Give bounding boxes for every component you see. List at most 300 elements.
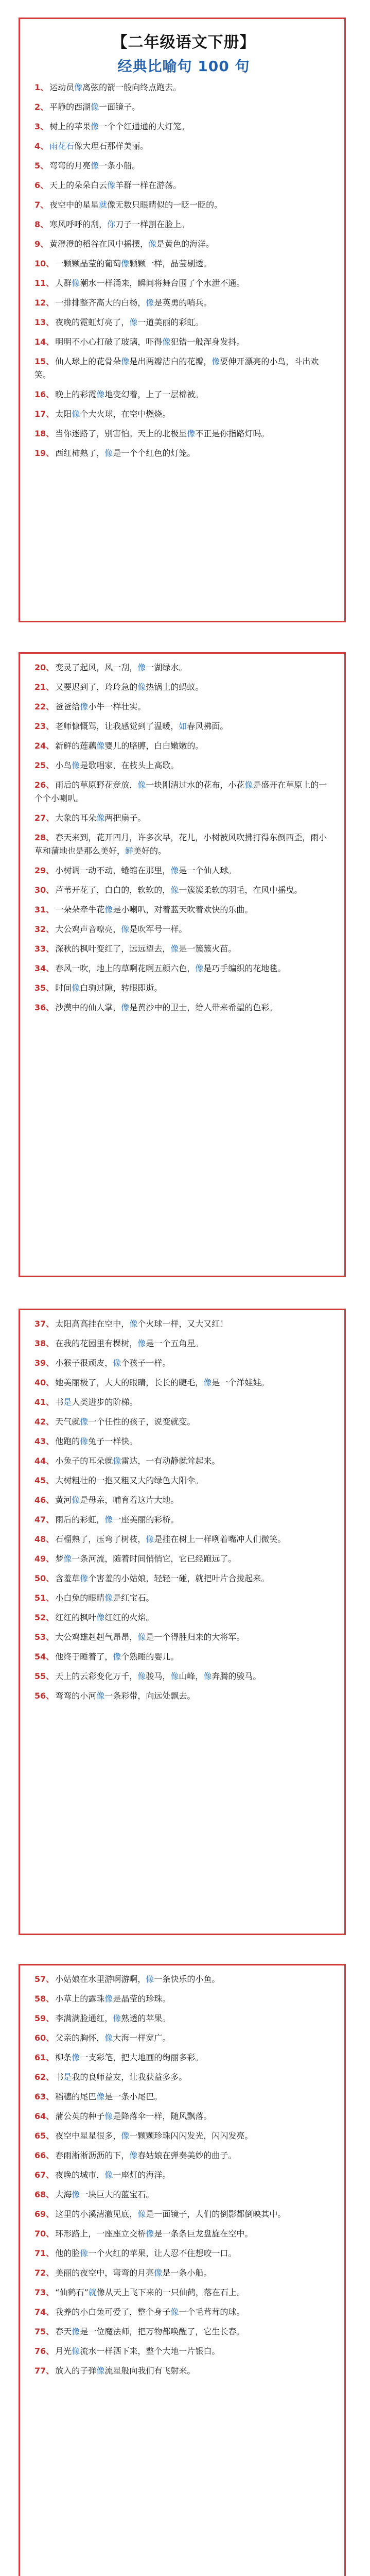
sentence-item [34, 778, 333, 805]
sentence-keyword: 像 [121, 259, 130, 268]
sentence-number: 68、 [34, 2190, 55, 2199]
sentence-number: 53、 [34, 1632, 55, 1642]
sentence-item [34, 1317, 333, 1331]
sentence-keyword: 像 [187, 429, 196, 438]
sentence-item [34, 962, 333, 975]
sentence-keyword: 像 [96, 2366, 105, 2376]
sentence-keyword: 像 [212, 357, 220, 366]
sentence-keyword: 像 [80, 702, 89, 711]
sentence-item [34, 100, 333, 114]
sentence-text: 柳条 [55, 2053, 72, 2062]
sentence-item [34, 1337, 333, 1350]
sentence-text: 一排排整齐高大的白杨， [55, 298, 146, 308]
sentence-keyword: 像 [137, 1338, 146, 1348]
sentence-number: 24、 [34, 741, 55, 751]
sentence-keyword: 像 [107, 180, 116, 190]
sentence-number: 7、 [34, 200, 49, 210]
sentence-number: 43、 [34, 1436, 55, 1446]
sentence-text: 像大理石那样美丽。 [74, 141, 149, 151]
sentence-item [34, 2227, 333, 2241]
sentence-text: 流星般向我们有飞射来。 [104, 2366, 196, 2376]
sentence-number: 70、 [34, 2229, 55, 2239]
sentence-number: 34、 [34, 963, 55, 973]
sentence-item [34, 81, 333, 94]
sentence-text: 放入的子弹 [55, 2366, 97, 2376]
sentence-text: 雷达，一有动静就耸起来。 [121, 1456, 220, 1466]
sentence-item [34, 296, 333, 310]
sentence-text: 个熟睡的婴儿。 [121, 1652, 179, 1662]
sentence-keyword: 像 [113, 1358, 121, 1368]
sentence-text: 流水一样洒下来，整个大地一片银白。 [80, 2346, 220, 2356]
sentence-keyword: 鲜 [125, 846, 134, 856]
sentence-number: 38、 [34, 1338, 55, 1348]
sentence-keyword: 像 [96, 741, 105, 751]
sentence-keyword: 像 [121, 924, 130, 934]
sentence-number: 49、 [34, 1554, 55, 1564]
sentence-item [34, 1396, 333, 1409]
sentence-item [34, 198, 333, 212]
sentence-text: 红红的火焰。 [104, 1613, 154, 1622]
sentence-item [34, 238, 333, 251]
sentence-list [34, 661, 333, 1014]
sentence-list [34, 1973, 333, 2378]
sentence-item [34, 2090, 333, 2104]
sentence-keyword: 像 [121, 357, 130, 366]
sentence-text: 爸爸给 [55, 702, 80, 711]
section-panel-3 [19, 1309, 346, 1935]
sentence-text: 李满满脸通红， [55, 2013, 113, 2023]
sentence-text: 是一位魔法师，把万物都唤醒了，它生长春。 [80, 2327, 245, 2336]
sentence-text: 小牛一样壮实。 [88, 702, 146, 711]
sentence-item [34, 759, 333, 772]
sentence-keyword: 像 [146, 1974, 154, 1984]
sentence-keyword: 像 [104, 2033, 113, 2043]
sentence-text: 个大火球，在空中燃烧。 [80, 409, 171, 419]
sentence-keyword: 像 [170, 885, 179, 895]
sentence-item [34, 1650, 333, 1664]
sentence-text: 人群 [55, 278, 72, 288]
sentence-number: 72、 [34, 2268, 55, 2278]
sentence-item [34, 831, 333, 858]
sentence-keyword: 像 [137, 1671, 146, 1681]
sentence-text: 是歌唱家，在枝头上高歌。 [80, 760, 179, 770]
sentence-text: 深秋的枫叶变红了，远远望去， [55, 944, 171, 954]
sentence-text: 黄澄澄的稻谷在风中摇摆， [49, 239, 149, 249]
sentence-keyword: 像 [113, 1456, 121, 1466]
sentence-text: 两把扇子。 [104, 813, 146, 823]
section-panel-2 [19, 652, 346, 1277]
sentence-item [34, 661, 333, 674]
sentence-keyword: 是 [63, 2072, 72, 2082]
sentence-keyword: 像 [129, 2150, 138, 2160]
sentence-keyword: 就 [88, 2287, 97, 2297]
sentence-keyword: 像 [72, 409, 80, 419]
sentence-number: 30、 [34, 885, 55, 895]
sentence-number: 75、 [34, 2327, 55, 2336]
sentence-text: 是黄沙中的卫士，给人带来希望的色彩。 [129, 1003, 278, 1012]
sentence-keyword: 像 [104, 1593, 113, 1603]
sentence-number: 22、 [34, 702, 55, 711]
sentence-keyword: 像 [154, 2268, 163, 2278]
sentence-text: 像无数只眼睛似的一眨一眨的。 [107, 200, 223, 210]
sentence-keyword: 像 [104, 2111, 113, 2121]
sentence-number: 35、 [34, 983, 55, 993]
sentence-keyword: 像 [146, 1534, 154, 1544]
sentence-list [34, 1317, 333, 1703]
sentence-text: 小鸟 [55, 760, 72, 770]
sentence-item [34, 388, 333, 401]
sentence-number: 63、 [34, 2092, 55, 2102]
sentence-text: 我养的小白兔可爱了，整个身子 [55, 2307, 171, 2317]
sentence-item [34, 1474, 333, 1487]
sentence-text: 环形路上，一座座立交桥 [55, 2229, 146, 2239]
sentence-text: 一个火红的苹果，让人忍不住想咬一口。 [88, 2248, 237, 2258]
sentence-text: 是挂在树上一样咧着嘴冲人们微笑。 [154, 1534, 286, 1544]
sentence-text: 春风拂面。 [187, 721, 228, 731]
sentence-text: 寒风呼呼的刮， [49, 219, 108, 229]
sentence-keyword: 像 [170, 2307, 179, 2317]
sentence-number: 74、 [34, 2307, 55, 2317]
sentence-number: 3、 [34, 122, 49, 131]
sentence-item [34, 257, 333, 270]
sentence-keyword: 像 [91, 161, 99, 171]
sentence-text: 月光 [55, 2346, 72, 2356]
sentence-keyword: 像 [80, 2248, 89, 2258]
sentence-keyword: 像 [63, 1554, 72, 1564]
sentence-text: 天上的朵朵白云 [49, 180, 108, 190]
sentence-text: 雨后的彩虹， [55, 1515, 105, 1524]
sentence-item [34, 1689, 333, 1703]
sentence-keyword: 像 [80, 1436, 89, 1446]
sentence-number: 45、 [34, 1476, 55, 1485]
sentence-text: 大公鸡雄赳赳气昂昂， [55, 1632, 138, 1642]
sentence-keyword: 像 [91, 122, 99, 131]
document-subtitle: 经典比喻句 100 句 [117, 58, 250, 75]
sentence-number: 9、 [34, 239, 49, 249]
sentence-text: 一湖绿水。 [146, 663, 187, 672]
sentence-list [34, 81, 333, 460]
sentence-number: 40、 [34, 1378, 55, 1387]
sentence-text: 太阳 [55, 409, 72, 419]
sentence-keyword: 像 [96, 389, 105, 399]
sentence-keyword: 像 [203, 1671, 212, 1681]
sentence-text: 大海 [55, 2190, 72, 2199]
sentence-number: 26、 [34, 780, 55, 790]
sentence-text: 一座美丽的彩桥。 [113, 1515, 179, 1524]
sentence-text: 像从天上飞下来的一只仙鹤，落在石上。 [96, 2287, 245, 2297]
sentence-text: 大海一样宽广。 [113, 2033, 171, 2043]
sentence-keyword: 像 [162, 337, 171, 347]
sentence-text: 老师慷慨骂，让我感觉到了温暖， [55, 721, 179, 731]
sentence-keyword: 像 [72, 278, 80, 288]
sentence-keyword: 像 [80, 1417, 89, 1427]
sentence-item [34, 2266, 333, 2280]
sentence-item [34, 2149, 333, 2162]
sentence-item [34, 316, 333, 329]
sentence-text: 一颗颗珍珠闪闪发光，闪闪发亮。 [129, 2131, 253, 2141]
sentence-keyword: 像 [121, 2131, 130, 2141]
sentence-text: 一道美丽的彩虹。 [137, 317, 204, 327]
sentence-text: 一簇簇柔软的羽毛，在风中摇曳。 [179, 885, 303, 895]
sentence-number: 12、 [34, 298, 55, 308]
sentence-text: 一座灯的海洋。 [113, 2170, 171, 2180]
sentence-keyword: 像 [113, 1652, 121, 1662]
sentence-text: 春天 [55, 2327, 72, 2336]
sentence-number: 76、 [34, 2346, 55, 2356]
sentence-number: 11、 [34, 278, 55, 288]
sentence-text: 蒲公英的种子 [55, 2111, 105, 2121]
sentence-number: 31、 [34, 905, 55, 914]
sentence-item [34, 1591, 333, 1605]
sentence-number: 69、 [34, 2209, 55, 2219]
sentence-keyword: 像 [244, 780, 253, 790]
sentence-item [34, 1435, 333, 1448]
sentence-item [34, 1611, 333, 1624]
sentence-text: 在我的花园里有棵树， [55, 1338, 138, 1348]
sentence-keyword: 像 [113, 2013, 121, 2023]
sentence-text: 一条小船。 [99, 161, 140, 171]
sentence-text: 一个任性的孩子，说变就变。 [88, 1417, 196, 1427]
sentence-text: 羊群一样在游荡。 [115, 180, 182, 190]
sentence-text: 骏马， [146, 1671, 171, 1681]
sentence-keyword: 像 [121, 1003, 130, 1012]
sentence-item [34, 1992, 333, 2006]
sentence-item [34, 1494, 333, 1507]
sentence-text: 奔腾的骏马。 [212, 1671, 261, 1681]
sentence-text: 红红的枫叶 [55, 1613, 97, 1622]
sentence-keyword: 像 [146, 298, 154, 308]
sentence-number: 33、 [34, 944, 55, 954]
sentence-keyword: 像 [137, 1632, 146, 1642]
section-panel-4 [19, 1964, 346, 2576]
sentence-number: 23、 [34, 721, 55, 731]
sentence-item [34, 981, 333, 995]
sentence-text: 雨后的草原野花竞放， [55, 780, 138, 790]
sentence-text: 石榴熟了，压弯了树枝， [55, 1534, 146, 1544]
sentence-text: 书 [55, 2072, 64, 2082]
sentence-item [34, 1415, 333, 1429]
sentence-item [34, 1454, 333, 1468]
sentence-text: 是一个个红色的灯笼。 [113, 448, 196, 458]
sentence-item [34, 427, 333, 440]
sentence-text: 是英勇的哨兵。 [154, 298, 212, 308]
sentence-keyword: 像 [129, 1319, 138, 1329]
sentence-number: 14、 [34, 337, 55, 347]
sentence-number: 2、 [34, 102, 49, 112]
sentence-item [34, 159, 333, 173]
sentence-keyword: 你 [107, 219, 116, 229]
sentence-item [34, 2208, 333, 2221]
sentence-text: “仙鹤石” [55, 2287, 89, 2297]
sentence-text: 当你迷路了，别害怕。天上的北极星 [55, 429, 187, 438]
sentence-number: 73、 [34, 2287, 55, 2297]
sentence-number: 39、 [34, 1358, 55, 1368]
sentence-item [34, 739, 333, 753]
sentence-text: 春雨淅淅沥沥的下， [55, 2150, 130, 2160]
sentence-keyword: 像 [104, 1515, 113, 1524]
sentence-text: 时间 [55, 983, 72, 993]
sentence-text: 刀子一样割在脸上。 [115, 219, 190, 229]
sentence-number: 15、 [34, 357, 55, 366]
sentence-number: 37、 [34, 1319, 55, 1329]
sentence-keyword: 像 [96, 1613, 105, 1622]
sentence-keyword: 像 [146, 2229, 154, 2239]
sentence-item [34, 1357, 333, 1370]
sentence-text: 运动员 [49, 82, 75, 92]
sentence-text: 一块巨大的蓝宝石。 [80, 2190, 154, 2199]
sentence-keyword: 像 [137, 780, 146, 790]
sentence-item [34, 1973, 333, 1986]
sentence-keyword: 像 [72, 760, 80, 770]
sentence-item [34, 903, 333, 917]
sentence-text: 平静的西湖 [49, 102, 91, 112]
sentence-item [34, 923, 333, 936]
sentence-text: 熟透的苹果。 [121, 2013, 171, 2023]
sentence-item [34, 2286, 333, 2299]
sentence-item [34, 2129, 333, 2143]
sentence-item [34, 2071, 333, 2084]
sentence-item [34, 335, 333, 349]
sentence-number: 8、 [34, 219, 49, 229]
sentence-text: 是母亲，哺育着这片大地。 [80, 1495, 179, 1505]
sentence-text: 兔子一样快。 [88, 1436, 138, 1446]
sentence-text: 新鲜的莲藕 [55, 741, 97, 751]
sentence-number: 48、 [34, 1534, 55, 1544]
sentence-text: 天上的云彩变化万千， [55, 1671, 138, 1681]
sentence-text: 夜空中星星很多， [55, 2131, 121, 2141]
sentence-text: 小猴子很顽皮， [55, 1358, 113, 1368]
sentence-keyword: 像 [80, 1573, 89, 1583]
sentence-item [34, 811, 333, 825]
sentence-number: 41、 [34, 1397, 55, 1407]
sentence-text: 他跑的 [55, 1436, 80, 1446]
sentence-text: 仙人球上的花骨朵 [55, 357, 121, 366]
sentence-keyword: 像 [104, 2170, 113, 2180]
sentence-number: 50、 [34, 1573, 55, 1583]
sentence-text: 夜晚的城市， [55, 2170, 105, 2180]
sentence-text: 是一面镜子，人们的倒影都倒映其中。 [146, 2209, 286, 2219]
sentence-text: 是小喇叭，对着蓝天吹着欢快的乐曲。 [113, 905, 253, 914]
sentence-text: 小草上的露珠 [55, 1994, 105, 2004]
sentence-number: 21、 [34, 682, 55, 692]
sentence-text: 一个个红通通的大灯笼。 [99, 122, 190, 131]
sentence-text: 一颗颗晶莹的葡萄 [55, 259, 121, 268]
sentence-number: 57、 [34, 1974, 55, 1984]
sentence-text: 大象的耳朵 [55, 813, 97, 823]
sentence-text: 美好的。 [133, 846, 167, 856]
sentence-number: 44、 [34, 1456, 55, 1466]
sentence-number: 27、 [34, 813, 55, 823]
sentence-number: 18、 [34, 429, 55, 438]
sentence-item [34, 140, 333, 153]
sentence-text: 父亲的胸怀， [55, 2033, 105, 2043]
sentence-keyword: 像 [104, 448, 113, 458]
sentence-text: 春姑娘在弹奏美妙的曲子。 [137, 2150, 237, 2160]
sentence-number: 58、 [34, 1994, 55, 2004]
sentence-text: 春风一吹，地上的草啊花啊五颜六色， [55, 963, 196, 973]
sentence-text: 弯弯的小河 [55, 1691, 97, 1701]
sentence-text: 是巧手编织的花地毯。 [203, 963, 286, 973]
sentence-item [34, 2031, 333, 2045]
sentence-text: 婴儿的胳膊，白白嫩嫩的。 [104, 741, 204, 751]
sentence-number: 55、 [34, 1671, 55, 1681]
sentence-item [34, 1670, 333, 1683]
sentence-text: 是一簇簇火苗。 [179, 944, 237, 954]
sentence-number: 16、 [34, 389, 55, 399]
sentence-text: 美丽的夜空中，弯弯的月亮 [55, 2268, 154, 2278]
sentence-keyword: 如 [179, 721, 187, 731]
sentence-item [34, 2306, 333, 2319]
sentence-text: 梦 [55, 1554, 64, 1564]
sentence-text: 夜空中的星星 [49, 200, 99, 210]
sentence-number: 47、 [34, 1515, 55, 1524]
sentence-text: 弯弯的月亮 [49, 161, 91, 171]
sentence-item [34, 2012, 333, 2025]
sentence-item [34, 2168, 333, 2182]
sentence-keyword: 像 [137, 2209, 146, 2219]
sentence-keyword: 像 [72, 983, 80, 993]
sentence-number: 46、 [34, 1495, 55, 1505]
sentence-text: 个孩子一样。 [121, 1358, 171, 1368]
sentence-keyword: 像 [72, 1495, 80, 1505]
sentence-number: 4、 [34, 141, 49, 151]
sentence-text: 是一条条巨龙盘旋在空中。 [154, 2229, 253, 2239]
sentence-text: 小兔子的耳朵就 [55, 1456, 113, 1466]
sentence-text: 树上的苹果 [49, 122, 91, 131]
sentence-keyword: 像 [72, 2190, 80, 2199]
sentence-text: 春天来到，花开四月，许多次早，花儿，小树被风吹拂打得东倒西歪，雨小草和蒲地也是那么美好， [34, 833, 327, 856]
sentence-item [34, 277, 333, 290]
sentence-number: 29、 [34, 866, 55, 875]
sentence-text: 一个毛茸茸的球。 [179, 2307, 245, 2317]
sentence-keyword: 像 [72, 2053, 80, 2062]
sentence-item [34, 1572, 333, 1585]
sentence-text: 黄河 [55, 1495, 72, 1505]
sentence-text: 一支彩笔，把大地画的绚丽多彩。 [80, 2053, 204, 2062]
sentence-number: 36、 [34, 1003, 55, 1012]
sentence-number: 13、 [34, 317, 55, 327]
sentence-text: 沙漠中的仙人掌， [55, 1003, 121, 1012]
sentence-text: 书 [55, 1397, 64, 1407]
sentence-text: 是晶莹的珍珠。 [113, 1994, 171, 2004]
sentence-text: 一面镜子。 [99, 102, 140, 112]
sentence-text: 大公鸡声音嘹亮， [55, 924, 121, 934]
sentence-text: 离弦的箭一般向终点跑去。 [82, 82, 182, 92]
sentence-keyword: 像 [104, 1994, 113, 2004]
sentence-text: 一块刚清过水的花布，小花 [146, 780, 245, 790]
sentence-text: 芦苇开花了，白白的，软软的， [55, 885, 171, 895]
sentence-text: 西红柿熟了， [55, 448, 105, 458]
sentence-text: 夜晚的霓虹灯亮了， [55, 317, 130, 327]
sentence-item [34, 2051, 333, 2064]
sentence-keyword: 像 [137, 663, 146, 672]
sentence-number: 71、 [34, 2248, 55, 2258]
sentence-text: 山峰， [179, 1671, 204, 1681]
sentence-text: 变灵了起风，风一刮， [55, 663, 138, 672]
sentence-number: 1、 [34, 82, 49, 92]
sentence-text: 一朵朵牵牛花 [55, 905, 105, 914]
sentence-number: 28、 [34, 833, 55, 842]
sentence-keyword: 像 [170, 866, 179, 875]
sentence-text: 这里的小溪清澈见底， [55, 2209, 138, 2219]
sentence-keyword: 像 [137, 682, 146, 692]
sentence-item [34, 942, 333, 956]
sentence-number: 56、 [34, 1691, 55, 1701]
sentence-keyword: 像 [96, 813, 105, 823]
sentence-text: 是盛开在草原上的一个个小喇叭。 [34, 780, 327, 803]
sentence-text: 是一条小船。 [162, 2268, 212, 2278]
sentence-text: 大树粗壮的一抱又粗又大的绿色大阳伞。 [55, 1476, 204, 1485]
